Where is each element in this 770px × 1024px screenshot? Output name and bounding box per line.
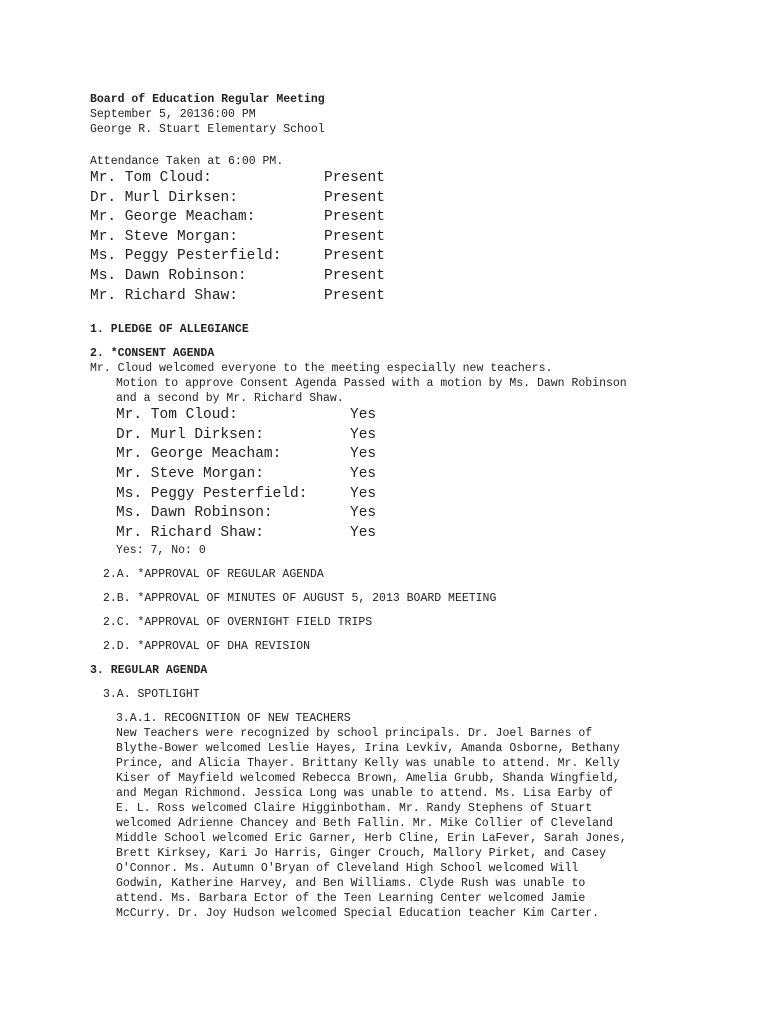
agenda-item: 2.A. *APPROVAL OF REGULAR AGENDA bbox=[103, 568, 324, 582]
vote-value: Yes bbox=[350, 465, 377, 482]
vote-list bbox=[90, 406, 710, 558]
paragraph-line: E. L. Ross welcomed Claire Higginbotham. Mr. Randy Stephens of Stuart bbox=[116, 802, 593, 816]
attendance-row bbox=[90, 228, 710, 248]
minutes-document bbox=[90, 92, 710, 921]
member-status: Present bbox=[324, 209, 385, 226]
attendance-row bbox=[90, 208, 710, 228]
motion-text-line: Motion to approve Consent Agenda Passed with a motion by Ms. Dawn Robinson bbox=[116, 377, 627, 391]
subsection-heading-recognition: 3.A.1. RECOGNITION OF NEW TEACHERS bbox=[116, 712, 351, 726]
vote-row bbox=[116, 485, 710, 505]
paragraph-line: Blythe-Bower welcomed Leslie Hayes, Irina Levkiv, Amanda Osborne, Bethany bbox=[116, 742, 620, 756]
attendance-label: Attendance Taken at 6:00 PM. bbox=[90, 155, 284, 168]
agenda-item: 2.D. *APPROVAL OF DHA REVISION bbox=[103, 640, 311, 654]
vote-value: Yes bbox=[350, 407, 377, 424]
voter-name: Ms. Dawn Robinson: bbox=[116, 505, 273, 522]
meeting-location: George R. Stuart Elementary School bbox=[90, 123, 325, 136]
section-heading-consent: 2. *CONSENT AGENDA bbox=[90, 347, 215, 361]
member-status: Present bbox=[324, 267, 385, 284]
member-name: Ms. Peggy Pesterfield: bbox=[90, 248, 282, 265]
paragraph-line: O'Connor. Ms. Autumn O'Bryan of Cleveland High School welcomed Will bbox=[116, 862, 579, 876]
vote-tally: Yes: 7, No: 0 bbox=[116, 544, 206, 558]
consent-intro: Mr. Cloud welcomed everyone to the meeting especially new teachers. bbox=[90, 362, 553, 376]
paragraph-line: McCurry. Dr. Joy Hudson welcomed Special Education teacher Kim Carter. bbox=[116, 907, 600, 921]
section-heading-pledge: 1. PLEDGE OF ALLEGIANCE bbox=[90, 323, 249, 337]
paragraph-line: and Megan Richmond. Jessica Long was unable to attend. Ms. Lisa Earby of bbox=[116, 787, 613, 801]
vote-value: Yes bbox=[350, 524, 377, 541]
vote-row bbox=[116, 465, 710, 485]
member-status: Present bbox=[324, 170, 385, 186]
paragraph-line: New Teachers were recognized by school principals. Dr. Joel Barnes of bbox=[116, 727, 593, 741]
motion-text-line: and a second by Mr. Richard Shaw. bbox=[116, 392, 344, 406]
member-name: Mr. Steve Morgan: bbox=[90, 228, 238, 245]
paragraph-line: attend. Ms. Barbara Ector of the Teen Learning Center welcomed Jamie bbox=[116, 892, 586, 906]
member-status: Present bbox=[324, 248, 385, 265]
vote-value: Yes bbox=[350, 505, 377, 522]
member-name: Dr. Murl Dirksen: bbox=[90, 189, 238, 206]
member-status: Present bbox=[324, 228, 385, 245]
attendance-row bbox=[90, 287, 710, 307]
member-status: Present bbox=[324, 287, 385, 304]
attendance-row bbox=[90, 247, 710, 267]
attendance-row bbox=[90, 189, 710, 209]
paragraph-line: welcomed Adrienne Chancey and Beth Fallin. Mr. Mike Collier of Cleveland bbox=[116, 817, 613, 831]
member-name: Mr. Tom Cloud: bbox=[90, 170, 212, 186]
vote-value: Yes bbox=[350, 485, 377, 502]
agenda-item: 2.C. *APPROVAL OF OVERNIGHT FIELD TRIPS bbox=[103, 616, 373, 630]
paragraph-line: Middle School welcomed Eric Garner, Herb Cline, Erin LaFever, Sarah Jones, bbox=[116, 832, 627, 846]
paragraph-line: Godwin, Katherine Harvey, and Ben Williams. Clyde Rush was unable to bbox=[116, 877, 586, 891]
attendance-row bbox=[90, 169, 710, 189]
attendance-list bbox=[90, 169, 710, 306]
member-name: Mr. Richard Shaw: bbox=[90, 287, 238, 304]
member-name: Mr. George Meacham: bbox=[90, 209, 256, 226]
vote-row bbox=[116, 406, 710, 426]
section-heading-regular: 3. REGULAR AGENDA bbox=[90, 664, 208, 678]
recognition-paragraph bbox=[90, 726, 710, 921]
vote-row bbox=[116, 445, 710, 465]
paragraph-line: Brett Kirksey, Kari Jo Harris, Ginger Crouch, Mallory Pirket, and Casey bbox=[116, 847, 606, 861]
voter-name: Mr. Richard Shaw: bbox=[116, 524, 264, 541]
vote-row bbox=[116, 524, 710, 544]
meeting-title: Board of Education Regular Meeting bbox=[90, 93, 325, 106]
paragraph-line: Prince, and Alicia Thayer. Brittany Kelly was unable to attend. Mr. Kelly bbox=[116, 757, 620, 771]
vote-row bbox=[116, 426, 710, 446]
vote-value: Yes bbox=[350, 446, 377, 463]
member-name: Ms. Dawn Robinson: bbox=[90, 267, 247, 284]
voter-name: Mr. George Meacham: bbox=[116, 446, 282, 463]
voter-name: Dr. Murl Dirksen: bbox=[116, 426, 264, 443]
subsection-heading-spotlight: 3.A. SPOTLIGHT bbox=[103, 688, 200, 702]
vote-row bbox=[116, 504, 710, 524]
meeting-date: September 5, 20136:00 PM bbox=[90, 108, 256, 121]
agenda-item: 2.B. *APPROVAL OF MINUTES OF AUGUST 5, 2013 BOARD MEETING bbox=[103, 592, 497, 606]
voter-name: Ms. Peggy Pesterfield: bbox=[116, 485, 308, 502]
vote-value: Yes bbox=[350, 426, 377, 443]
voter-name: Mr. Steve Morgan: bbox=[116, 465, 264, 482]
voter-name: Mr. Tom Cloud: bbox=[116, 407, 238, 424]
attendance-row bbox=[90, 267, 710, 287]
member-status: Present bbox=[324, 189, 385, 206]
paragraph-line: Kiser of Mayfield welcomed Rebecca Brown, Amelia Grubb, Shanda Wingfield, bbox=[116, 772, 620, 786]
